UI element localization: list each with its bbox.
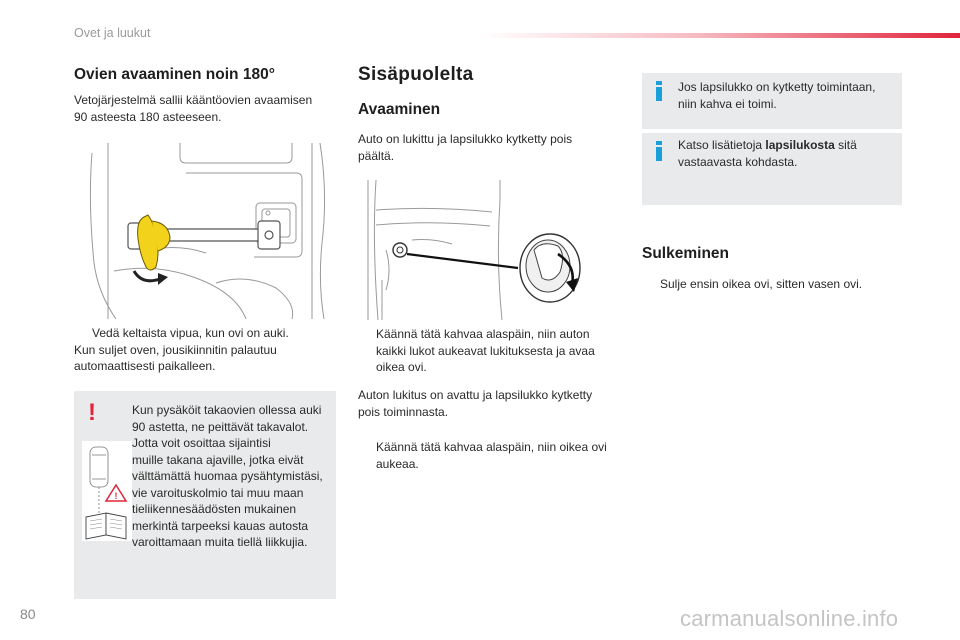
opening-step-1: Käännä tätä kahvaa alaspäin, niin auton kaikki lukot aukeavat lukituksesta ja avaa oikea ovi. [376, 327, 595, 374]
opening-heading: Avaaminen [358, 101, 441, 118]
child-lock-reference: lapsilukosta [765, 138, 835, 152]
door-check-illustration [86, 143, 328, 319]
info-icon [656, 81, 662, 101]
door-180-heading: Ovien avaaminen noin 180° [74, 66, 275, 83]
unlock-note: Auton lukitus on avattu ja lapsilukko kytketty pois toiminnasta. [358, 388, 593, 419]
info-text-child-lock: Jos lapsilukko on kytketty toimintaan, niin kahva ei toimi. [678, 80, 876, 111]
opening-intro: Auto on lukittu ja lapsilukko kytketty pois päältä. [358, 132, 573, 163]
exclamation-icon: ! [88, 399, 96, 426]
closing-heading: Sulkeminen [642, 245, 729, 262]
warning-triangle-illustration [82, 441, 132, 541]
info-box-reference [642, 133, 902, 205]
page-number: 80 [20, 606, 36, 622]
warning-text: Kun pysäköit takaovien ollessa auki 90 astetta, ne peittävät takavalot. Jotta voit osoittaa sijaintisi muille takana ajaville, jotka eivät välttämättä huomaa pysähtymistäsi, vie varoituskolmio tai muu maan tieliikennesäädösten mukainen merkintä tarpeeksi kauas autosta varoittamaan muita tiellä liikkujia. [132, 403, 323, 549]
info-text-reference: Katso lisätietoja lapsilukosta sitä vastaavasta kohdasta. [678, 138, 857, 169]
door-180-step: Vedä keltaista vipua, kun ovi on auki. Kun suljet oven, jousikiinnitin palautuu automaattisesti paikalleen. [74, 326, 289, 373]
watermark: carmanualsonline.info [680, 606, 899, 631]
warning-box [74, 391, 336, 599]
section-title: Ovet ja luukut [74, 26, 151, 40]
opening-step-2: Käännä tätä kahvaa alaspäin, niin oikea ovi aukeaa. [376, 440, 607, 471]
info-box-child-lock [642, 73, 902, 129]
interior-handle-illustration [362, 180, 602, 320]
door-180-intro: Vetojärjestelmä sallii kääntöovien avaamisen 90 asteesta 180 asteeseen. [74, 93, 313, 124]
closing-step: Sulje ensin oikea ovi, sitten vasen ovi. [660, 277, 863, 291]
info-icon [656, 141, 662, 161]
header-accent-bar [480, 33, 960, 38]
inside-title: Sisäpuolelta [358, 64, 474, 85]
svg-text:!: ! [114, 491, 118, 501]
